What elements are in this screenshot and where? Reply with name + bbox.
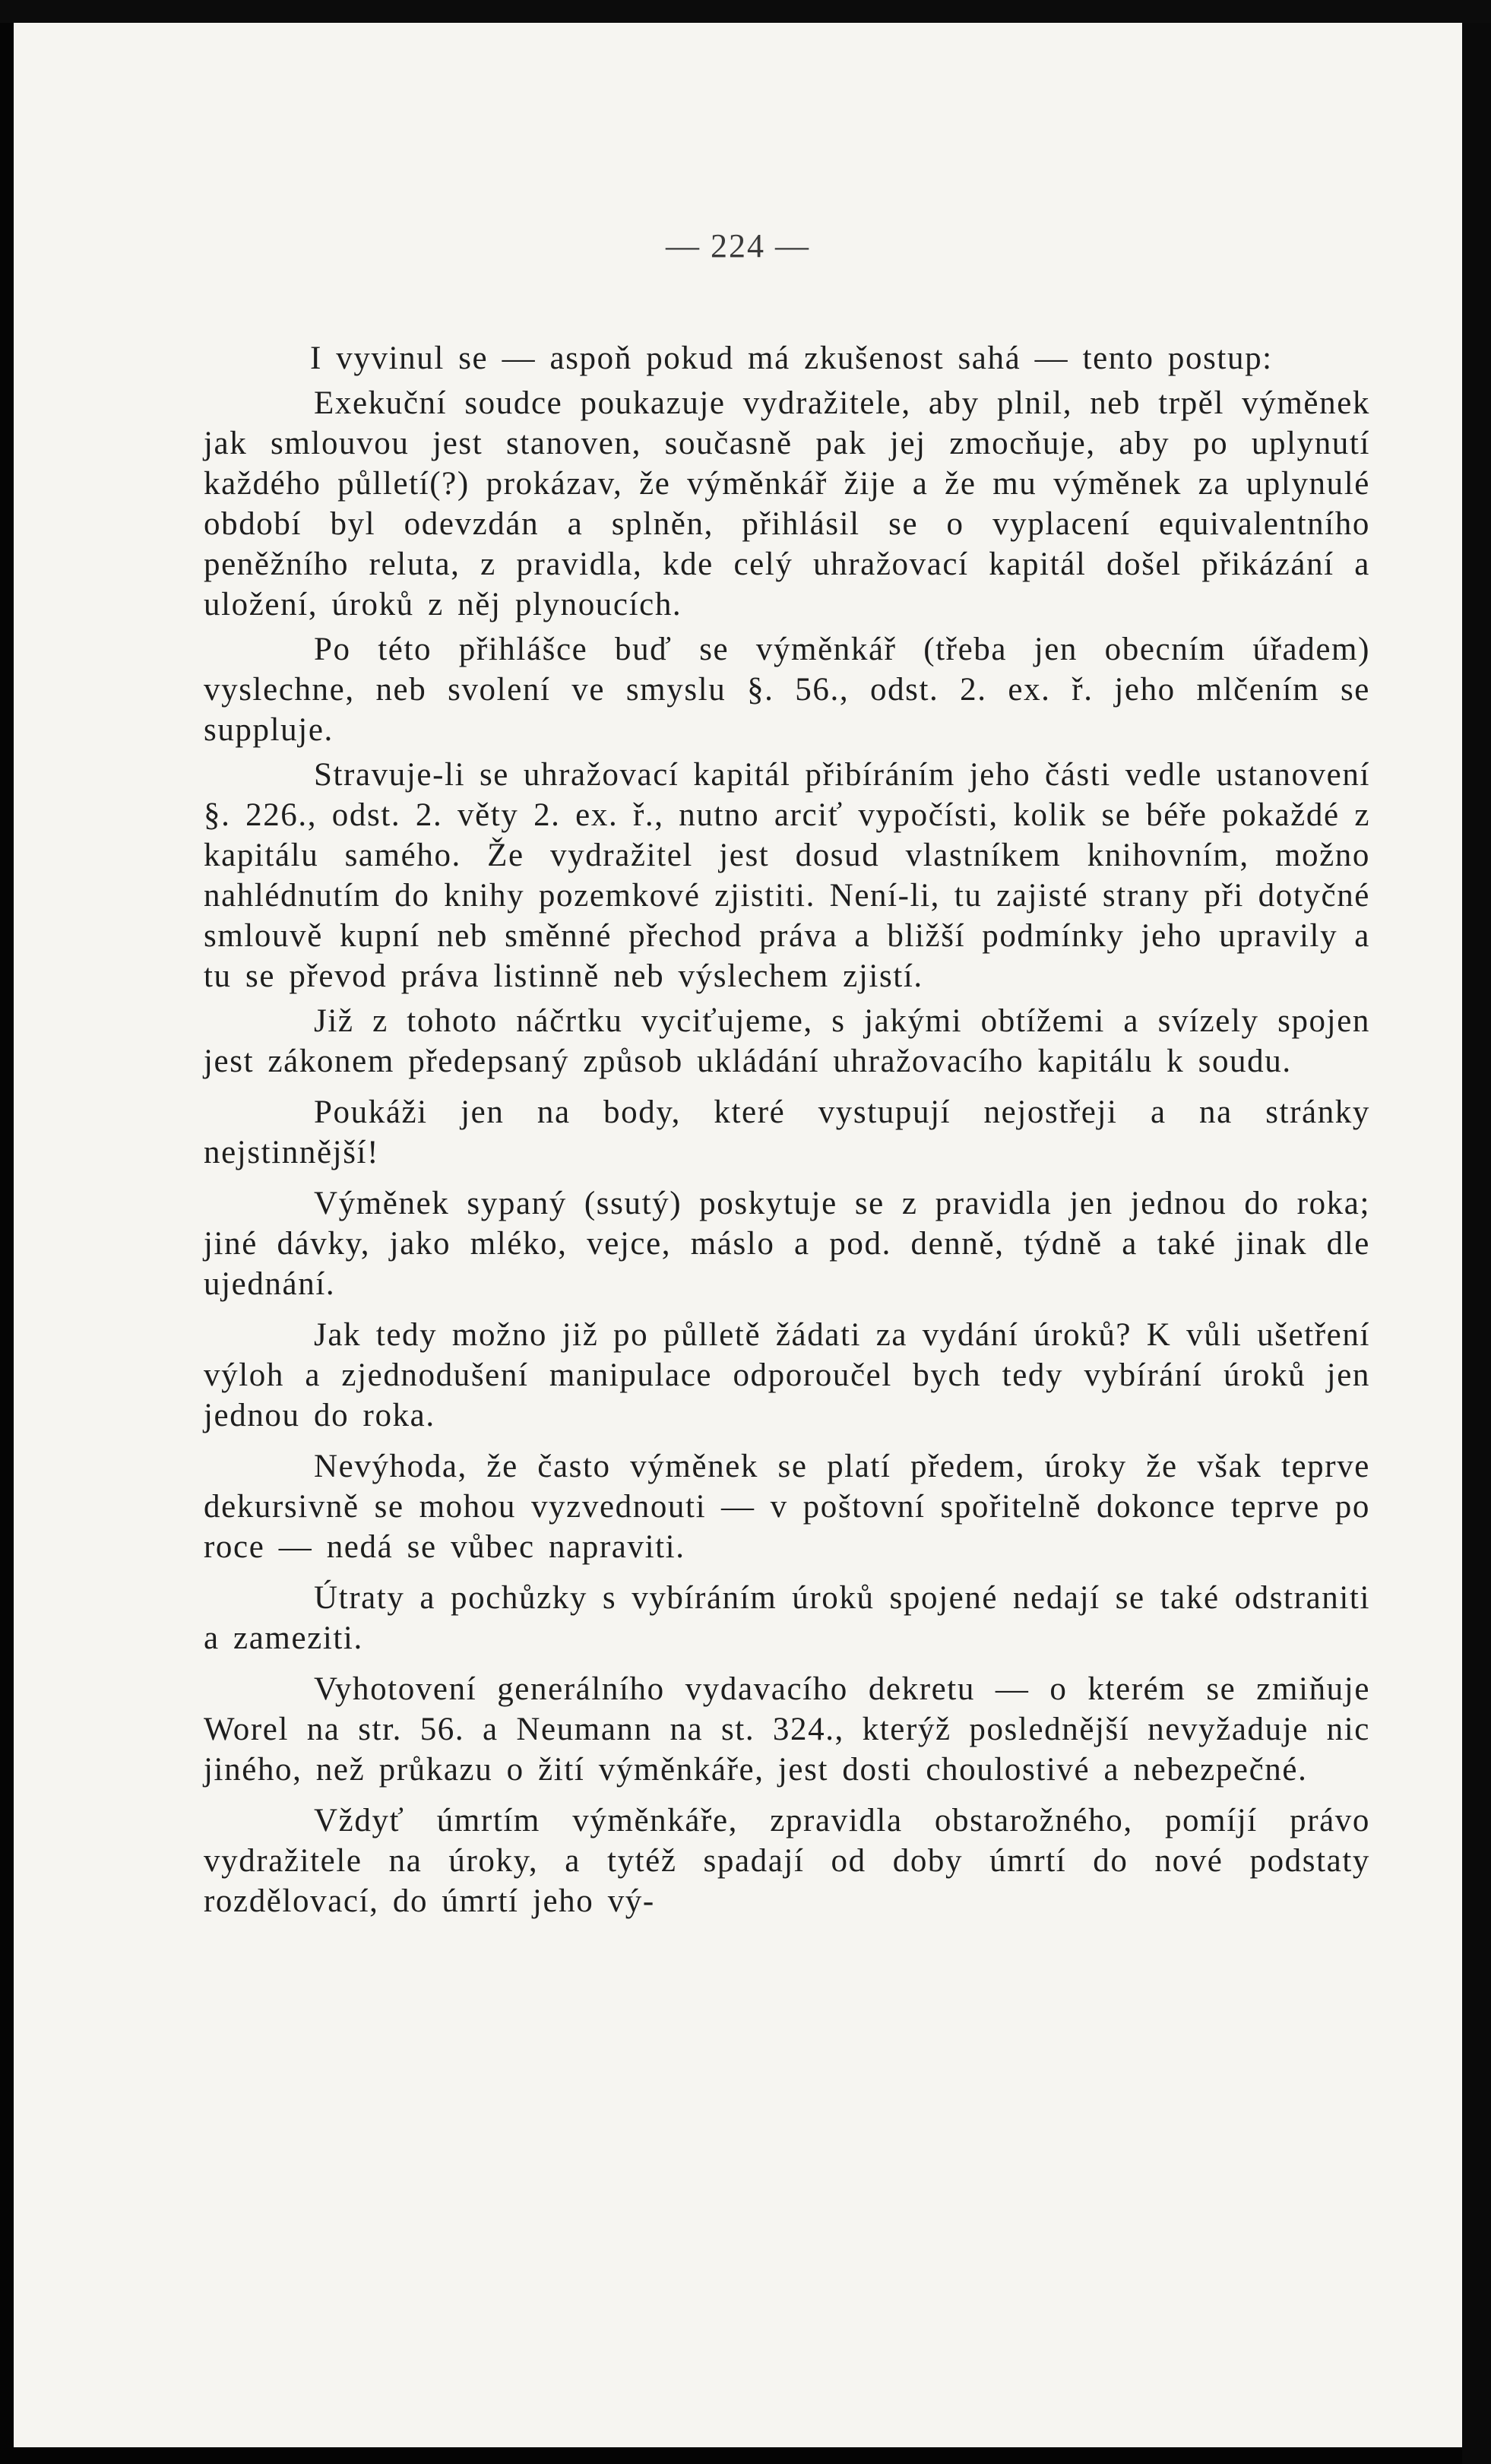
paragraph-7: Výměnek sypaný (ssutý) poskytuje se z pravidla jen jednou do roka; jiné dávky, jako mléko, vejce, máslo a pod. denně, týdně a také jinak dle ujednání. [204,1186,1370,1302]
scan-right-edge [1462,23,1491,2464]
paragraph-11: Vyhotovení generálního vydavacího dekretu — o kterém se zmiňuje Worel na str. 56. a Neumann na st. 324., kterýž poslednější nevyžaduje nic jiného, než průkazu o žití výměnkáře, jest dosti choulostivé a nebezpečné. [204,1671,1370,1788]
paragraph-1: I vyvinul se — aspoň pokud má zkušenost sahá — tento postup: [310,340,1273,376]
paragraph-6: Poukáži jen na body, které vystupují nejostřeji a na stránky nejstinnější! [204,1094,1370,1170]
body-text [204,338,1370,1926]
book-page [14,23,1462,2447]
paragraph-8: Jak tedy možno již po půlletě žádati za vydání úroků? K vůli ušetření výloh a zjednodušení manipulace odporoučel bych tedy vybírání úroků jen jednou do roka. [204,1317,1370,1433]
paragraph-4: Stravuje-li se uhražovací kapitál přibíráním jeho části vedle ustanovení §. 226., odst. 2. věty 2. ex. ř., nutno arciť vypočísti, kolik se béře pokaždé z kapitálu samého. Že vydražitel jest dosud vlastníkem knihovním, možno nahlédnutím do knihy pozemkové zjistiti. Není-li, tu zajisté strany při dotyčné smlouvě kupní neb směnné přechod práva a bližší podmínky jeho upravily a tu se převod práva listinně neb výslechem zjistí. [204,757,1370,994]
paragraph-5: Již z tohoto náčrtku vyciťujeme, s jakými obtížemi a svízely spojen jest zákonem předepsaný způsob ukládání uhražovacího kapitálu k soudu. [204,1003,1370,1079]
paragraph-10: Útraty a pochůzky s vybíráním úroků spojené nedají se také odstraniti a zameziti. [204,1580,1370,1656]
paragraph-9: Nevýhoda, že často výměnek se platí předem, úroky že však teprve dekursivně se mohou vyzvednouti — v poštovní spořitelně dokonce teprve po roce — nedá se vůbec napraviti. [204,1449,1370,1565]
paragraph-12: Vždyť úmrtím výměnkáře, zpravidla obstarožného, pomíjí právo vydražitele na úroky, a tytéž spadají od doby úmrtí do nové podstaty rozdělovací, do úmrtí jeho vý- [204,1803,1370,1919]
paragraph-2: Exekuční soudce poukazuje vydražitele, aby plnil, neb trpěl výměnek jak smlouvou jest stanoven, současně pak jej zmocňuje, aby po uplynutí každého půlletí(?) prokázav, že výměnkář žije a že mu výměnek za uplynulé období byl odevzdán a splněn, přihlásil se o vyplacení equivalentního peněžního reluta, z pravidla, kde celý uhražovací kapitál došel přikázání a uložení, úroků z něj plynoucích. [204,385,1370,622]
page-number: — 224 — [666,227,810,264]
paragraph-3: Po této přihlášce buď se výměnkář (třeba jen obecním úřadem) vyslechne, neb svolení ve smyslu §. 56., odst. 2. ex. ř. jeho mlčením se suppluje. [204,632,1370,748]
scan-top-edge [0,0,1491,23]
